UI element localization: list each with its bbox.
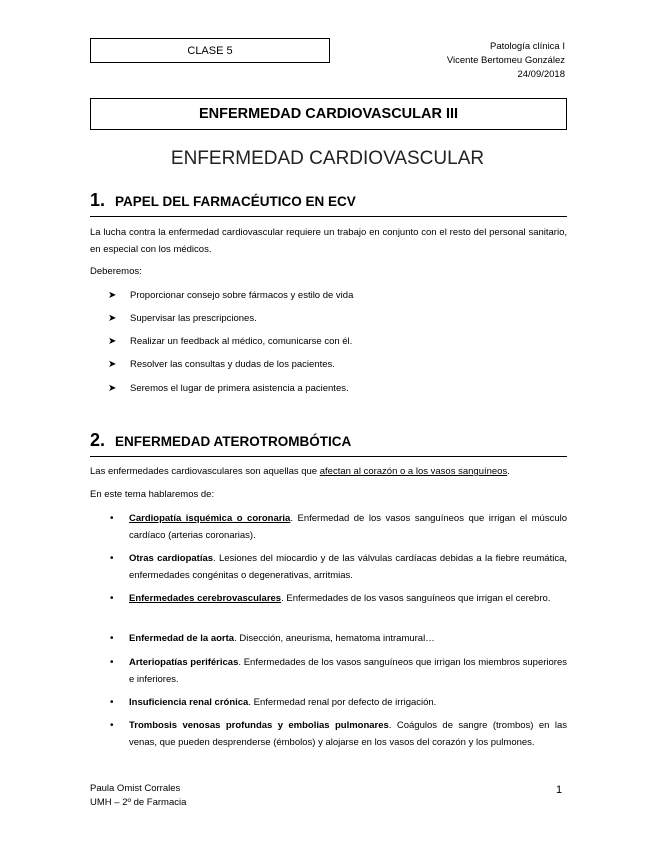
footer-info bbox=[90, 782, 186, 810]
arrow-bullet-icon: ➤ bbox=[108, 336, 117, 347]
section-2-tema: En este tema hablaremos de: bbox=[90, 489, 215, 500]
bullet-dot-icon: • bbox=[110, 513, 114, 524]
list-item: • Insuficiencia renal crónica. Enfermedad renal por defecto de irrigación. bbox=[110, 694, 567, 711]
section-2-intro: Las enfermedades cardiovasculares son aquellas que afectan al corazón o a los vasos sanguíneos. bbox=[90, 466, 510, 477]
class-label: CLASE 5 bbox=[187, 44, 233, 57]
list-item: • Trombosis venosas profundas y embolias pulmonares. Coágulos de sangre (trombos) en las venas, que pueden desprenderse (émbolos) y alojarse en los vasos del corazón y los pulmones. bbox=[110, 717, 567, 751]
bullet-dot-icon: • bbox=[110, 720, 114, 731]
document-title: ENFERMEDAD CARDIOVASCULAR III bbox=[198, 106, 459, 122]
bullet-dot-icon: • bbox=[110, 697, 114, 708]
section-1-number: 1. bbox=[90, 190, 106, 210]
arrow-bullet-icon: ➤ bbox=[108, 313, 117, 324]
list-item: ➤ Resolver las consultas y dudas de los pacientes. bbox=[108, 359, 335, 370]
bullet-dot-icon: • bbox=[110, 593, 114, 604]
section-2-heading bbox=[90, 430, 567, 457]
subject-name: Patología clínica I bbox=[490, 41, 565, 52]
class-date: 24/09/2018 bbox=[517, 69, 565, 80]
list-item: ➤ Proporcionar consejo sobre fármacos y estilo de vida bbox=[108, 290, 354, 301]
author-name: Paula Omist Corrales bbox=[90, 783, 181, 794]
header-info bbox=[447, 40, 565, 82]
document-title-box bbox=[90, 98, 567, 130]
list-item: • Cardiopatía isquémica o coronaria. Enfermedad de los vasos sanguíneos que irrigan el músculo cardíaco (arterias coronarias). bbox=[110, 510, 567, 544]
list-item: • Enfermedad de la aorta. Disección, aneurisma, hematoma intramural… bbox=[110, 630, 567, 647]
section-1-deberemos: Deberemos: bbox=[90, 266, 142, 277]
list-item: • Otras cardiopatías. Lesiones del miocardio y de las válvulas cardíacas debidas a la fiebre reumática, enfermedades congénitas o degenerativas, arritmias. bbox=[110, 550, 567, 584]
section-1-title: PAPEL DEL FARMACÉUTICO EN ECV bbox=[115, 194, 356, 209]
bullet-dot-icon: • bbox=[110, 633, 114, 644]
list-item: ➤ Realizar un feedback al médico, comunicarse con él. bbox=[108, 336, 353, 347]
section-2-number: 2. bbox=[90, 430, 106, 450]
section-2-title: ENFERMEDAD ATEROTROMBÓTICA bbox=[115, 434, 352, 449]
arrow-bullet-icon: ➤ bbox=[108, 359, 117, 370]
professor-name: Vicente Bertomeu González bbox=[446, 55, 565, 66]
bullet-dot-icon: • bbox=[110, 657, 114, 668]
arrow-bullet-icon: ➤ bbox=[108, 290, 117, 301]
course-name: UMH – 2º de Farmacia bbox=[90, 797, 187, 808]
list-item: ➤ Seremos el lugar de primera asistencia a pacientes. bbox=[108, 383, 349, 394]
section-1-heading bbox=[90, 190, 567, 217]
section-1-intro: La lucha contra la enfermedad cardiovascular requiere un trabajo en conjunto con el resto del personal sanitario, en especial con los médicos. bbox=[90, 227, 567, 255]
class-label-box bbox=[90, 38, 330, 63]
list-item: • Enfermedades cerebrovasculares. Enfermedades de los vasos sanguíneos que irrigan el cerebro. bbox=[110, 590, 567, 607]
arrow-bullet-icon: ➤ bbox=[108, 383, 117, 394]
page-number: 1 bbox=[556, 784, 563, 796]
list-item: ➤ Supervisar las prescripciones. bbox=[108, 313, 257, 324]
main-heading: ENFERMEDAD CARDIOVASCULAR bbox=[170, 148, 485, 169]
bullet-dot-icon: • bbox=[110, 553, 114, 564]
list-item: • Arteriopatías periféricas. Enfermedades de los vasos sanguíneos que irrigan los miembros superiores e inferiores. bbox=[110, 654, 567, 688]
